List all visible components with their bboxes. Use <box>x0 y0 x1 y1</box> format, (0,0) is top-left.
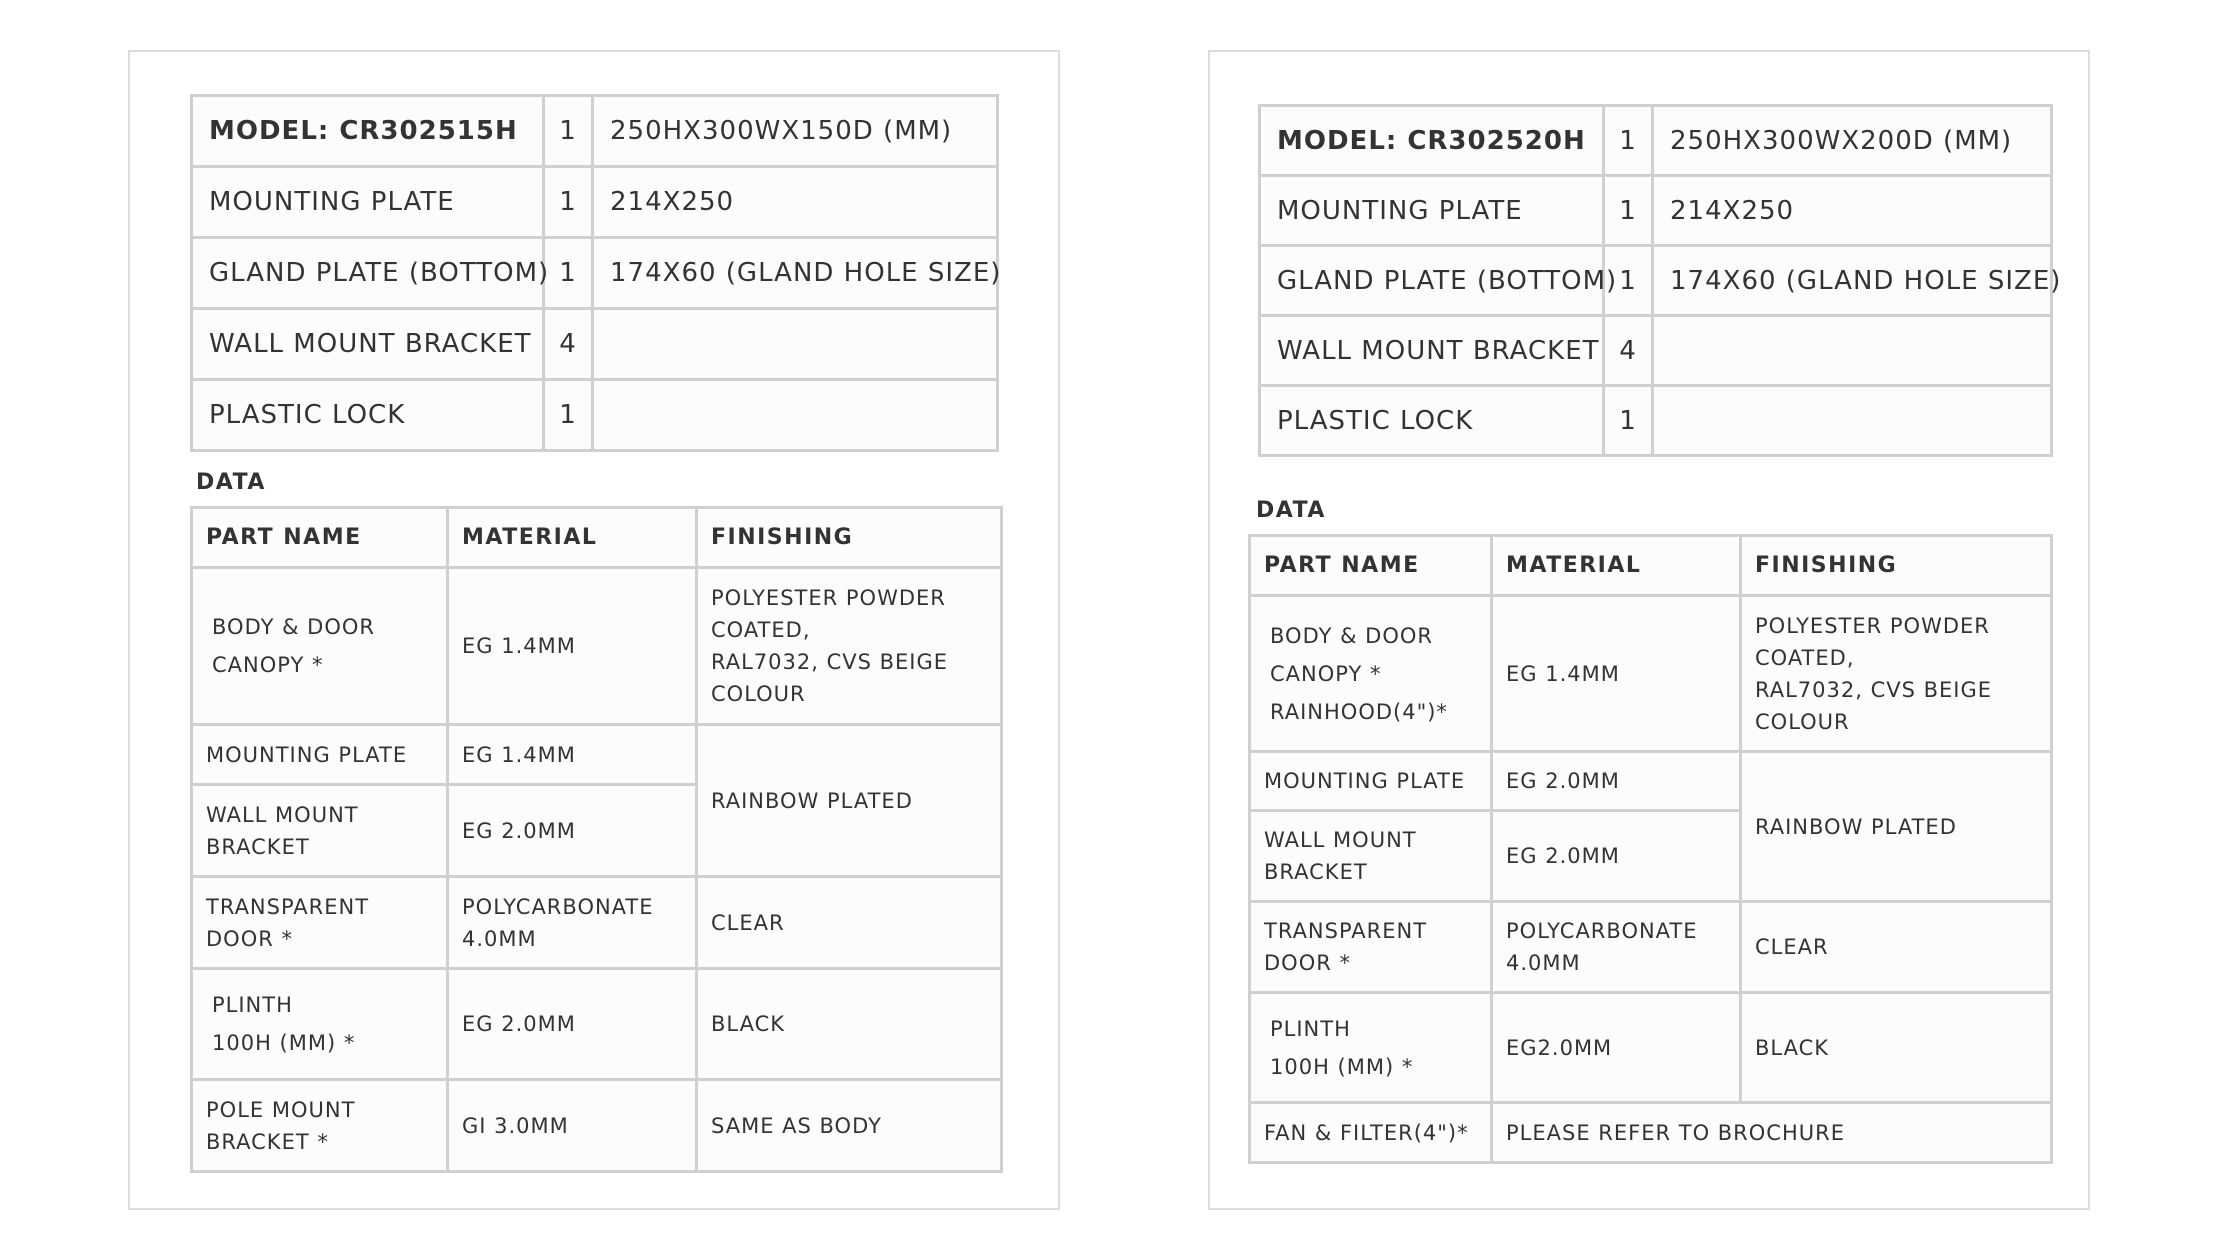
data-section-label: DATA <box>1256 498 1326 523</box>
quantity-cell: 1 <box>1604 106 1653 176</box>
quantity-cell: 1 <box>544 96 593 167</box>
table-row <box>1260 316 2052 386</box>
part-name-cell <box>192 877 448 969</box>
column-header-material: MATERIAL <box>448 508 697 568</box>
table-row <box>1250 993 2052 1103</box>
finishing-text: POLYESTER POWDER COATED, RAL7032, CVS BEIGE COLOUR <box>1755 613 1993 734</box>
material-cell: EG 2.0MM <box>1492 752 1741 811</box>
item-name-cell: PLASTIC LOCK <box>1260 386 1604 456</box>
spec-cell <box>1653 386 2052 456</box>
column-header-part-name: PART NAME <box>1250 536 1492 596</box>
part-name-cell: MOUNTING PLATE <box>192 725 448 785</box>
quantity-cell: 1 <box>1604 176 1653 246</box>
finishing-text: POLYESTER POWDER COATED, RAL7032, CVS BEIGE COLOUR <box>711 586 949 706</box>
materials-table <box>190 506 1003 1173</box>
part-name-cell <box>192 1080 448 1172</box>
material-cell: EG 2.0MM <box>1492 811 1741 902</box>
table-row <box>192 309 998 380</box>
item-name-cell: MOUNTING PLATE <box>1260 176 1604 246</box>
table-row <box>192 568 1002 725</box>
spec-sheet-left <box>128 50 1060 1210</box>
material-text: POLYCARBONATE 4.0MM <box>1506 919 1698 975</box>
part-name-cell: MOUNTING PLATE <box>1250 752 1492 811</box>
table-row <box>1250 1103 2052 1163</box>
part-name-text: POLE MOUNT BRACKET * <box>206 1097 356 1154</box>
material-cell: EG 2.0MM <box>448 969 697 1080</box>
finishing-cell: CLEAR <box>697 877 1002 969</box>
quantity-cell: 1 <box>544 167 593 238</box>
material-cell: EG 1.4MM <box>448 725 697 785</box>
table-row <box>192 969 1002 1080</box>
quantity-cell: 4 <box>544 309 593 380</box>
model-table <box>190 94 1002 452</box>
data-section-label: DATA <box>196 470 266 495</box>
spec-cell: 174X60 (GLAND HOLE SIZE) <box>1653 246 2052 316</box>
model-table <box>1258 104 2062 457</box>
finishing-cell: SAME AS BODY <box>697 1080 1002 1172</box>
item-name-cell: MOUNTING PLATE <box>192 167 544 238</box>
part-name-text: PLINTH 100H (MM) * <box>212 993 356 1055</box>
spec-cell <box>1653 316 2052 386</box>
material-cell <box>448 877 697 969</box>
material-cell <box>1492 902 1741 993</box>
table-row <box>1250 596 2052 752</box>
material-cell: EG2.0MM <box>1492 993 1741 1103</box>
part-name-text: WALL MOUNT BRACKET <box>206 802 359 859</box>
item-name-cell: GLAND PLATE (BOTTOM) <box>1260 246 1604 316</box>
finishing-cell <box>697 568 1002 725</box>
part-name-text: TRANSPARENT DOOR * <box>1264 919 1428 975</box>
part-name-text: PLINTH 100H (MM) * <box>1270 1016 1414 1079</box>
finishing-cell: BLACK <box>697 969 1002 1080</box>
table-row <box>192 96 998 167</box>
material-cell: EG 1.4MM <box>448 568 697 725</box>
finishing-cell: RAINBOW PLATED <box>1741 752 2052 902</box>
materials-table <box>1248 534 2053 1164</box>
material-text: POLYCARBONATE 4.0MM <box>462 894 654 951</box>
spec-sheet-right <box>1208 50 2090 1210</box>
finishing-cell: BLACK <box>1741 993 2052 1103</box>
part-name-cell <box>192 785 448 877</box>
part-name-cell <box>192 969 448 1080</box>
material-cell: GI 3.0MM <box>448 1080 697 1172</box>
table-row <box>1260 386 2052 456</box>
table-row <box>192 725 1002 785</box>
model-number: MODEL: CR302515H <box>192 96 544 167</box>
material-cell: EG 1.4MM <box>1492 596 1741 752</box>
finishing-cell: RAINBOW PLATED <box>697 725 1002 877</box>
column-header-part-name: PART NAME <box>192 508 448 568</box>
table-row <box>1260 246 2052 316</box>
quantity-cell: 1 <box>544 238 593 309</box>
table-row <box>192 238 998 309</box>
spec-cell <box>593 380 998 451</box>
table-row <box>192 380 998 451</box>
finishing-cell: CLEAR <box>1741 902 2052 993</box>
spec-cell: 250HX300WX200D (MM) <box>1653 106 2052 176</box>
column-header-material: MATERIAL <box>1492 536 1741 596</box>
item-name-cell: PLASTIC LOCK <box>192 380 544 451</box>
finishing-cell <box>1741 596 2052 752</box>
item-name-cell: WALL MOUNT BRACKET <box>1260 316 1604 386</box>
spec-cell: 214X250 <box>593 167 998 238</box>
table-row <box>192 877 1002 969</box>
part-name-text: TRANSPARENT DOOR * <box>206 894 370 951</box>
table-row <box>1250 902 2052 993</box>
model-number: MODEL: CR302520H <box>1260 106 1604 176</box>
table-row <box>1250 752 2052 811</box>
table-row <box>192 167 998 238</box>
part-name-cell <box>1250 993 1492 1103</box>
item-name-cell: WALL MOUNT BRACKET <box>192 309 544 380</box>
part-name-cell <box>1250 596 1492 752</box>
material-cell: PLEASE REFER TO BROCHURE <box>1492 1103 2052 1163</box>
quantity-cell: 1 <box>544 380 593 451</box>
column-header-finishing: FINISHING <box>697 508 1002 568</box>
table-header-row <box>1250 536 2052 596</box>
table-row <box>192 1080 1002 1172</box>
quantity-cell: 4 <box>1604 316 1653 386</box>
spec-cell: 174X60 (GLAND HOLE SIZE) <box>593 238 998 309</box>
table-row <box>1260 106 2052 176</box>
quantity-cell: 1 <box>1604 246 1653 316</box>
part-name-cell <box>192 568 448 725</box>
material-cell: EG 2.0MM <box>448 785 697 877</box>
table-header-row <box>192 508 1002 568</box>
spec-cell: 250HX300WX150D (MM) <box>593 96 998 167</box>
item-name-cell: GLAND PLATE (BOTTOM) <box>192 238 544 309</box>
table-row <box>1260 176 2052 246</box>
spec-cell: 214X250 <box>1653 176 2052 246</box>
spec-cell <box>593 309 998 380</box>
part-name-text: BODY & DOOR CANOPY * RAINHOOD(4")* <box>1270 623 1448 724</box>
part-name-cell <box>1250 902 1492 993</box>
part-name-cell <box>1250 811 1492 902</box>
column-header-finishing: FINISHING <box>1741 536 2052 596</box>
part-name-text: WALL MOUNT BRACKET <box>1264 828 1417 884</box>
quantity-cell: 1 <box>1604 386 1653 456</box>
part-name-cell: FAN & FILTER(4")* <box>1250 1103 1492 1163</box>
part-name-text: BODY & DOOR CANOPY * <box>212 615 375 677</box>
